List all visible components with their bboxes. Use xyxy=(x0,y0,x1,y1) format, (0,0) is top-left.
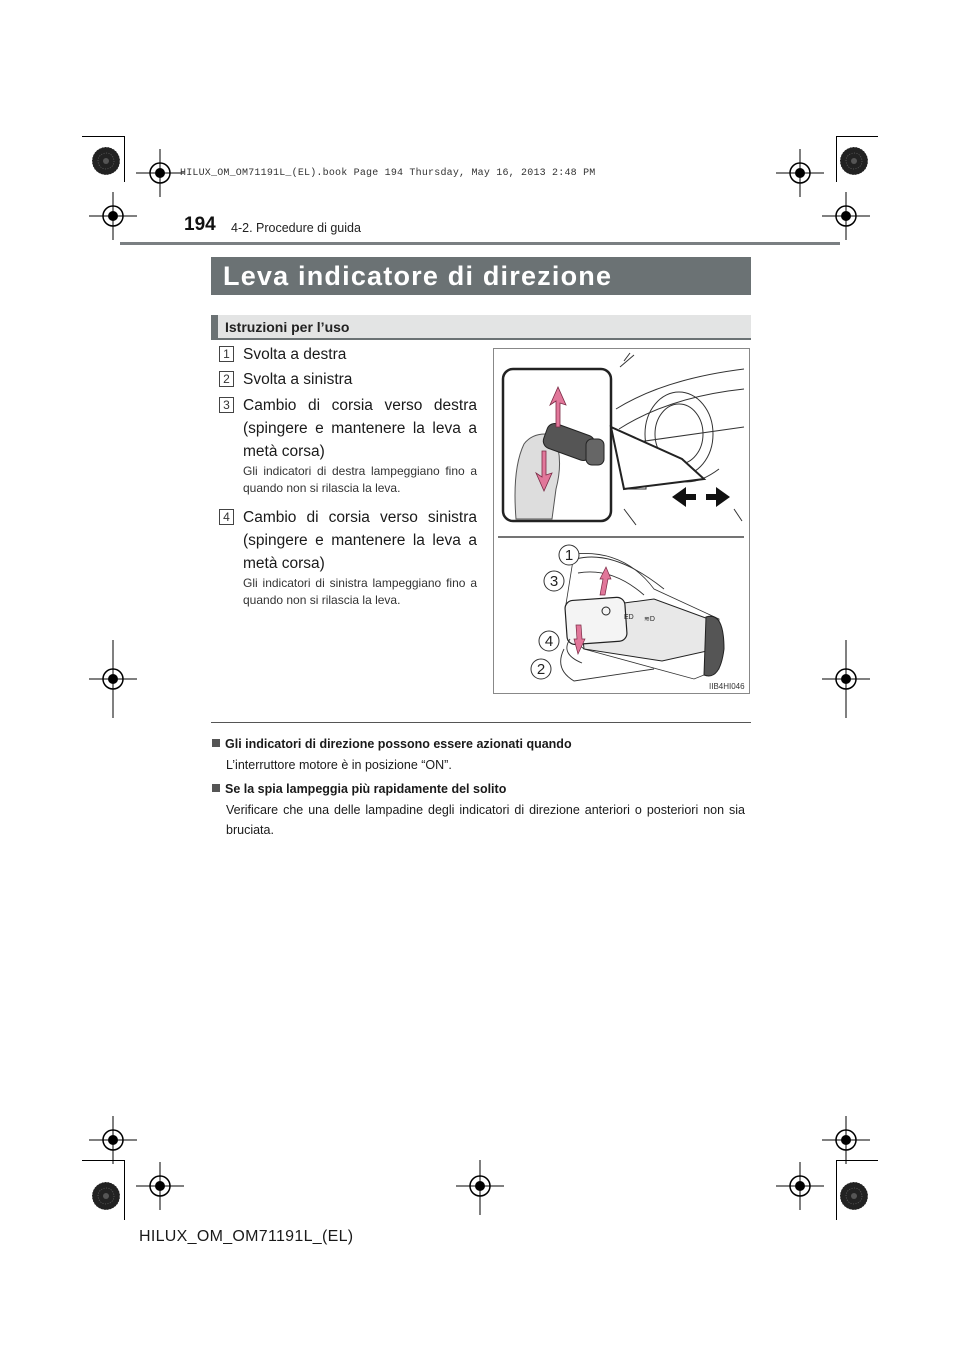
arrow-right-icon xyxy=(706,487,730,507)
item-number: 2 xyxy=(219,371,234,387)
inset-pointer xyxy=(611,427,704,489)
callout-label: 3 xyxy=(549,573,559,590)
info-body: L’interruttore motore è in posizione “ON”. xyxy=(226,758,452,772)
info-heading xyxy=(212,737,572,751)
svg-text:≋D: ≋D xyxy=(644,616,655,623)
lever-illustration xyxy=(494,349,749,693)
subtitle: Istruzioni per l’uso xyxy=(225,319,350,335)
page-title: Leva indicatore di direzione xyxy=(211,257,751,295)
item-text: Svolta a sinistra xyxy=(243,371,353,388)
info-body: Verificare che una delle lampadine degli indicatori di direzione anteriori o posteriori non sia bruciata. xyxy=(226,803,745,837)
arrow-left-icon xyxy=(672,487,696,507)
item-number: 1 xyxy=(219,346,234,362)
turn-signal-lever-figure xyxy=(493,348,750,694)
bullet-square-icon xyxy=(212,739,220,747)
svg-text:ED: ED xyxy=(624,614,634,621)
item-note: Gli indicatori di destra lampeggiano fino a quando non si rilascia la leva. xyxy=(243,464,477,495)
info-heading-text: Se la spia lampeggia più rapidamente del solito xyxy=(225,782,507,796)
lever-arrow-up-icon xyxy=(600,567,611,595)
callout-label: 4 xyxy=(544,633,554,650)
item-number: 4 xyxy=(219,509,234,525)
separator xyxy=(211,722,751,723)
item-text: Svolta a destra xyxy=(243,346,347,363)
figure-code: IIB4HI046 xyxy=(709,682,745,691)
callout-label: 1 xyxy=(564,547,574,564)
callout-label: 2 xyxy=(536,661,546,678)
info-heading xyxy=(212,782,506,796)
item-number: 3 xyxy=(219,397,234,413)
item-text: Cambio di corsia verso sinistra (spingere e mantenere la leva a metà corsa) xyxy=(243,509,477,572)
item-text: Cambio di corsia verso destra (spingere e mantenere la leva a metà corsa) xyxy=(243,397,477,460)
header-rule xyxy=(120,242,840,245)
bullet-square-icon xyxy=(212,784,220,792)
document-code: HILUX_OM_OM71191L_(EL) xyxy=(139,1228,354,1245)
section-title: 4-2. Procedure di guida xyxy=(231,221,361,235)
page-number: 194 xyxy=(184,214,216,235)
print-header: HILUX_OM_OM71191L_(EL).book Page 194 Thursday, May 16, 2013 2:48 PM xyxy=(180,168,596,179)
subtitle-bar xyxy=(211,315,751,340)
info-heading-text: Gli indicatori di direzione possono essere azionati quando xyxy=(225,737,572,751)
subtitle-marker xyxy=(211,315,218,338)
item-note: Gli indicatori di sinistra lampeggiano fino a quando non si rilascia la leva. xyxy=(243,576,477,607)
